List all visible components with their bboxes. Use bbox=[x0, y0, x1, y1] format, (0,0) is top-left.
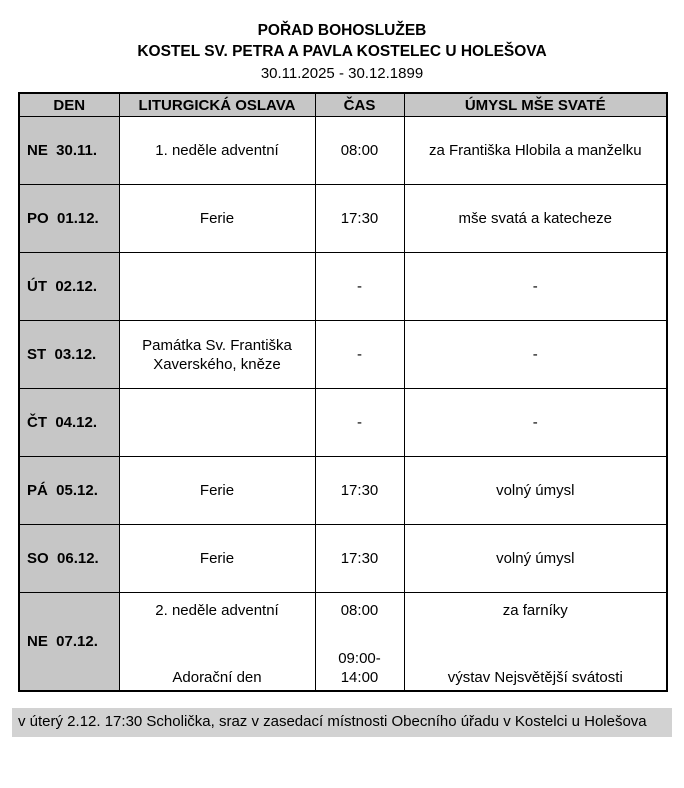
celebration-cell: Ferie bbox=[119, 525, 315, 593]
page-subtitle: KOSTEL SV. PETRA A PAVLA KOSTELEC U HOLEŠOVA bbox=[137, 43, 547, 60]
intention-cell: - bbox=[404, 321, 667, 389]
column-header-day: DEN bbox=[19, 93, 119, 117]
time-cell: 17:30 bbox=[315, 525, 404, 593]
celebration-cell: Památka Sv. Františka Xaverského, kněze bbox=[119, 321, 315, 389]
table-row bbox=[19, 593, 667, 692]
time-cell: 08:00 09:00-14:00 bbox=[315, 593, 404, 692]
celebration-cell: 2. neděle adventní Adorační den bbox=[119, 593, 315, 692]
time-cell: - bbox=[315, 321, 404, 389]
intention-cell: za farníky výstav Nejsvětější svátosti bbox=[404, 593, 667, 692]
table-row bbox=[19, 117, 667, 185]
column-header-time: ČAS bbox=[315, 93, 404, 117]
footer-note: v úterý 2.12. 17:30 Scholička, sraz v zasedací místnosti Obecního úřadu v Kostelci u Holešova bbox=[12, 708, 672, 737]
day-cell: PÁ 05.12. bbox=[19, 457, 119, 525]
page-title: POŘAD BOHOSLUŽEB bbox=[257, 22, 427, 39]
day-cell: NE 07.12. bbox=[19, 593, 119, 692]
time-cell: - bbox=[315, 389, 404, 457]
celebration-cell: 1. neděle adventní bbox=[119, 117, 315, 185]
celebration-cell: Ferie bbox=[119, 185, 315, 253]
time-cell: 17:30 bbox=[315, 457, 404, 525]
day-cell: ČT 04.12. bbox=[19, 389, 119, 457]
intention-cell: - bbox=[404, 253, 667, 321]
table-row bbox=[19, 185, 667, 253]
day-cell: SO 06.12. bbox=[19, 525, 119, 593]
page-header bbox=[0, 20, 684, 84]
intention-cell: - bbox=[404, 389, 667, 457]
time-cell: 17:30 bbox=[315, 185, 404, 253]
table-row bbox=[19, 253, 667, 321]
day-cell: ST 03.12. bbox=[19, 321, 119, 389]
celebration-cell: Ferie bbox=[119, 457, 315, 525]
table-row bbox=[19, 389, 667, 457]
intention-cell: volný úmysl bbox=[404, 525, 667, 593]
date-range: 30.11.2025 - 30.12.1899 bbox=[260, 65, 424, 82]
column-header-intention: ÚMYSL MŠE SVATÉ bbox=[404, 93, 667, 117]
celebration-cell bbox=[119, 389, 315, 457]
table-row bbox=[19, 457, 667, 525]
table-row bbox=[19, 321, 667, 389]
schedule-table bbox=[18, 92, 668, 692]
intention-cell: za Františka Hlobila a manželku bbox=[404, 117, 667, 185]
column-header-celebration: LITURGICKÁ OSLAVA bbox=[119, 93, 315, 117]
table-row bbox=[19, 525, 667, 593]
day-cell: PO 01.12. bbox=[19, 185, 119, 253]
day-cell: ÚT 02.12. bbox=[19, 253, 119, 321]
intention-cell: mše svatá a katecheze bbox=[404, 185, 667, 253]
celebration-cell bbox=[119, 253, 315, 321]
time-cell: - bbox=[315, 253, 404, 321]
time-cell: 08:00 bbox=[315, 117, 404, 185]
intention-cell: volný úmysl bbox=[404, 457, 667, 525]
day-cell: NE 30.11. bbox=[19, 117, 119, 185]
schedule-header-row bbox=[19, 93, 667, 117]
schedule-body bbox=[19, 117, 667, 692]
